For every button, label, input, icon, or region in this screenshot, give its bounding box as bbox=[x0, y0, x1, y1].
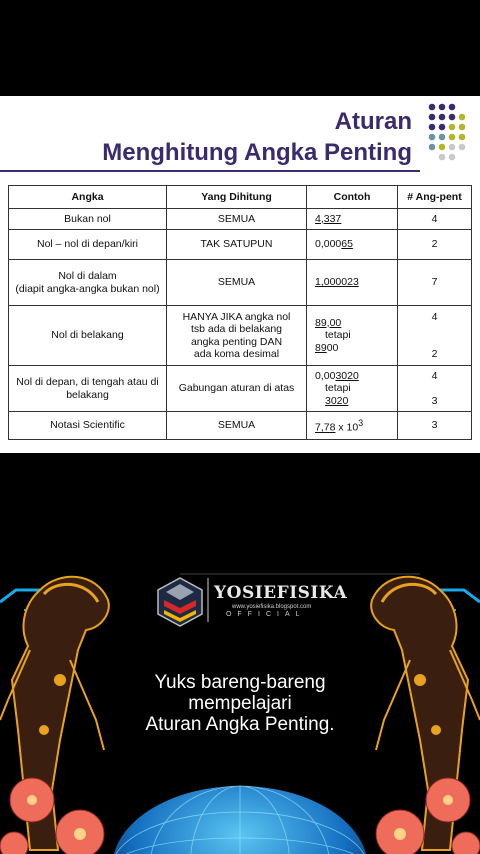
table-row bbox=[9, 412, 472, 440]
cell-dihitung: TAK SATUPUN bbox=[167, 230, 307, 260]
cell-jumlah: 4 bbox=[398, 209, 472, 230]
logo-wordmark: YOSIEFISIKA bbox=[214, 583, 348, 603]
example-digits: 3020 bbox=[335, 369, 359, 382]
title-divider bbox=[0, 170, 420, 172]
cell-contoh bbox=[307, 209, 398, 230]
table-row bbox=[9, 230, 472, 260]
example-digits: 65 bbox=[341, 238, 353, 251]
cell-dihitung: SEMUA bbox=[167, 260, 307, 306]
cell-contoh bbox=[307, 412, 398, 440]
example-prefix: 0,000 bbox=[315, 238, 342, 251]
cell-angka bbox=[9, 260, 167, 306]
example-digits: 7,78 bbox=[315, 421, 336, 434]
angka-line: belakang bbox=[66, 388, 109, 401]
angka-line: (diapit angka-angka bukan nol) bbox=[15, 282, 160, 295]
example-connector: tetapi bbox=[325, 329, 351, 342]
cell-angka bbox=[9, 366, 167, 412]
dot-row-2 bbox=[429, 114, 466, 121]
count-value: 4 bbox=[431, 310, 438, 323]
cell-jumlah: 2 bbox=[398, 230, 472, 260]
rule-line: HANYA JIKA angka nol bbox=[182, 310, 291, 323]
caption-line: Aturan Angka Penting. bbox=[145, 714, 335, 735]
table-row bbox=[9, 306, 472, 366]
cell-angka: Bukan nol bbox=[9, 209, 167, 230]
cell-dihitung: SEMUA bbox=[167, 209, 307, 230]
header-contoh: Contoh bbox=[307, 186, 398, 209]
logo-official: OFFICIAL bbox=[226, 611, 306, 618]
example-digits: 89 bbox=[315, 341, 327, 354]
slide-title-line1: Aturan bbox=[334, 108, 412, 135]
cell-contoh bbox=[307, 260, 398, 306]
example-suffix: 00 bbox=[326, 341, 339, 354]
example-digits: 1,000023 bbox=[315, 276, 359, 289]
count-value: 4 bbox=[431, 369, 438, 382]
example-digits: 89,00 bbox=[315, 316, 342, 329]
example-suffix: x 10 bbox=[335, 421, 359, 434]
dot-row-3 bbox=[429, 124, 466, 131]
dot-row-4 bbox=[429, 134, 466, 141]
cell-dihitung bbox=[167, 306, 307, 366]
cell-dihitung: SEMUA bbox=[167, 412, 307, 440]
cell-contoh bbox=[307, 306, 398, 366]
slide-title-line2: Menghitung Angka Penting bbox=[102, 139, 412, 166]
cell-contoh bbox=[307, 366, 398, 412]
caption-line: Yuks bareng-bareng bbox=[154, 672, 326, 693]
dot-row-1 bbox=[429, 104, 456, 111]
example-connector: tetapi bbox=[325, 382, 351, 395]
cell-jumlah bbox=[398, 366, 472, 412]
cell-jumlah bbox=[398, 306, 472, 366]
rule-line: ada koma desimal bbox=[193, 348, 280, 360]
cell-dihitung: Gabungan aturan di atas bbox=[167, 366, 307, 412]
example-exponent: 3 bbox=[358, 418, 364, 428]
cell-angka: Nol – nol di depan/kiri bbox=[9, 230, 167, 260]
lesson-slide bbox=[0, 96, 480, 453]
cell-angka: Nol di belakang bbox=[9, 306, 167, 366]
example-prefix: 0,00 bbox=[315, 369, 336, 382]
cell-jumlah: 7 bbox=[398, 260, 472, 306]
yosiefisika-logo-icon bbox=[158, 578, 202, 626]
dot-row-5 bbox=[429, 144, 466, 151]
rules-table bbox=[8, 185, 472, 440]
cell-angka: Notasi Scientific bbox=[9, 412, 167, 440]
header-angka: Angka bbox=[9, 186, 167, 209]
header-yang-dihitung: Yang Dihitung bbox=[167, 186, 307, 209]
table-row bbox=[9, 260, 472, 306]
count-value: 2 bbox=[431, 348, 438, 360]
header-jumlah: # Ang-pent bbox=[398, 186, 472, 209]
example-digits: 4,337 bbox=[315, 212, 342, 225]
dot-row-6 bbox=[439, 154, 456, 161]
rule-line: angka penting DAN bbox=[190, 335, 283, 348]
glowing-globe-icon bbox=[112, 786, 368, 854]
table-row bbox=[9, 209, 472, 230]
angka-line: Nol di dalam bbox=[58, 270, 117, 282]
caption-line: mempelajari bbox=[188, 693, 292, 714]
table-row bbox=[9, 366, 472, 412]
table-header-row bbox=[9, 186, 472, 209]
count-value: 3 bbox=[431, 394, 438, 407]
decorative-dot-grid-icon bbox=[426, 102, 474, 166]
logo-url: www.yosiefisika.blogspot.com bbox=[232, 604, 312, 610]
cell-contoh bbox=[307, 230, 398, 260]
cell-jumlah: 3 bbox=[398, 412, 472, 440]
promo-caption bbox=[80, 672, 400, 735]
example-digits: 3020 bbox=[325, 394, 349, 407]
angka-line: Nol di depan, di tengah atau di bbox=[16, 376, 159, 388]
rule-line: tsb ada di belakang bbox=[190, 323, 283, 335]
